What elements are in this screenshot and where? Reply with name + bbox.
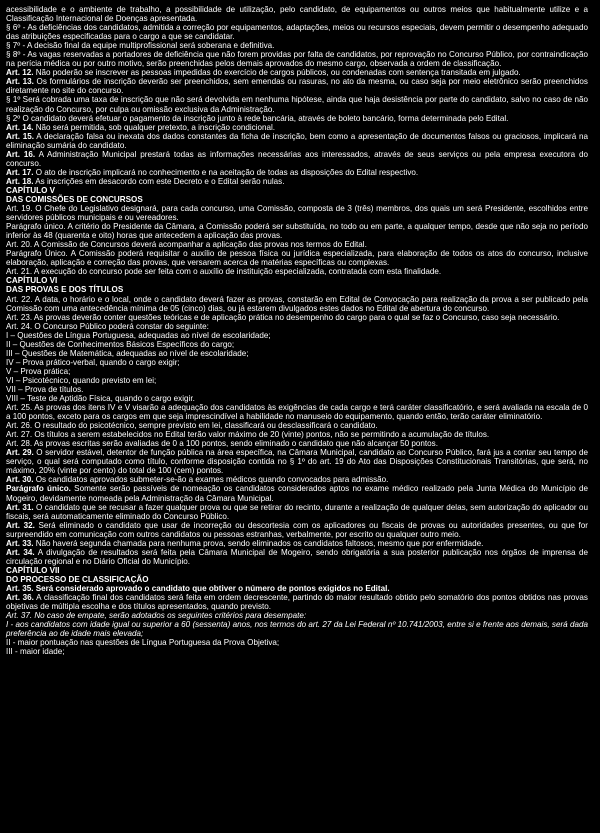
paragraph-text: Parágrafo Único. A Comissão poderá requisitar o auxílio de pessoa física ou jurídica especializada, para elaboração de todos os atos do concurso, inclusive elaboração, aplicação e correção das provas, que versarem acerca de matérias específicas ou complexas. [6, 249, 588, 268]
paragraph-text: VIII – Teste de Aptidão Física, quando o cargo exigir. [6, 394, 195, 404]
paragraph-text: VII – Prova de títulos. [6, 384, 84, 394]
document-paragraph [6, 114, 588, 123]
paragraph-text: III – Questões de Matemática, adequadas ao nível de escolaridade; [6, 348, 249, 358]
paragraph-text: I – Questões de Língua Portuguesa, adequadas ao nível de escolaridade; [6, 330, 271, 340]
document-paragraph [6, 123, 588, 132]
document-paragraph [6, 647, 588, 656]
document-paragraph [6, 638, 588, 647]
paragraph-text: Art. 21. A execução do concurso pode ser feita com o auxílio de instituição especializada, contratada com esta finalidade. [6, 267, 442, 277]
paragraph-label: Art. 34. [6, 547, 35, 557]
paragraph-label: DAS PROVAS E DOS TÍTULOS [6, 285, 124, 295]
paragraph-text: Os candidatos aprovados submeter-se-ão a exames médicos quando convocados para admissão. [33, 475, 389, 485]
paragraph-text: § 2º O candidato deverá efetuar o pagamento da inscrição junto à rede bancária, através de boleto bancário, forma determinada pelo Edital. [6, 113, 509, 123]
paragraph-text: Não haverá segunda chamada para nenhuma prova, sendo eliminados os candidatos faltosos, mesmo que por enfermidade. [33, 538, 484, 548]
document-paragraph [6, 267, 588, 276]
paragraph-text: Não poderão se inscrever as pessoas impedidas do exercício de cargos públicos, ou condenadas com sentença transitada em julgado. [33, 68, 521, 78]
paragraph-label: Art. 12. [6, 68, 34, 78]
paragraph-text: III - maior idade; [6, 647, 65, 657]
document-paragraph [6, 322, 588, 331]
document-paragraph [6, 285, 588, 294]
document-paragraph [6, 331, 588, 340]
paragraph-text: II - maior pontuação nas questões de Língua Portuguesa da Prova Objetiva; [6, 638, 280, 648]
paragraph-text: Não será permitida, sob qualquer pretexto, a inscrição condicional. [33, 122, 276, 132]
paragraph-text: IV – Prova prático-verbal, quando o cargo exigir; [6, 357, 180, 367]
paragraph-text: VI – Psicotécnico, quando previsto em lei; [6, 375, 157, 385]
paragraph-text: Art. 37. No caso de empate, serão adotados os seguintes critérios para desempate: [6, 611, 307, 621]
paragraph-text: Será considerado aprovado o candidato que obtiver o número de pontos exigidos no Edital. [33, 584, 390, 593]
paragraph-text: A declaração falsa ou inexata dos dados constantes da ficha de inscrição, bem como a apresentação de documentos falsos ou graciosos, implicará na eliminação sumária do candidato. [6, 131, 588, 150]
document-paragraph [6, 77, 588, 95]
paragraph-text: Será eliminado o candidato que usar de incorreção ou descortesia com os aplicadores ou fiscais de provas ou autoridades presentes, ou que for surpreendido em comunicação com outros candidatos ou pessoas estranhas, verbalmente, por escrito ou qualquer outro meio. [6, 520, 588, 539]
document-paragraph [6, 430, 588, 439]
paragraph-text: Art. 25. As provas dos itens IV e V visarão a adequação dos candidatos às exigências de cada cargo e terá caráter classificatório, e será avaliada na escala de 0 a 100 pontos, exceto para os cargos em que seja imprescindível a habilidade no manuseio do equipamento, quando então, terão caráter eliminatório. [6, 403, 588, 422]
paragraph-text: A classificação final dos candidatos será feita em ordem decrescente, partindo do maior resultado obtido pelo somatório dos pontos obtidos nas provas objetivas de múltipla escolha e dos títulos apresentados, quando previsto. [6, 593, 588, 612]
document-paragraph [6, 475, 588, 484]
paragraph-label: Art. 14. [6, 122, 34, 132]
paragraph-label: Art. 17. [6, 167, 34, 177]
document-paragraph [6, 503, 588, 521]
paragraph-label: DO PROCESSO DE CLASSIFICAÇÃO [6, 574, 149, 584]
paragraph-text: § 8º - As vagas reservadas a portadores de deficiência que não forem providas por falta de candidatos, por reprovação no Concurso Público, por contraindicação na perícia médica ou por outro motivo, serão preenchidas pelos demais aprovados do mesmo cargo, observada a ordem de classificação. [6, 50, 588, 69]
document-paragraph [6, 539, 588, 548]
document-paragraph [6, 68, 588, 77]
paragraph-text: I - aos candidatos com idade igual ou superior a 60 (sessenta) anos, nos termos do art. 27 da Lei Federal nº 10.741/2003, entre si e frente aos demais, será dada preferência ao de idade mais elevada; [6, 620, 588, 639]
document-paragraph [6, 150, 588, 168]
document-paragraph [6, 548, 588, 566]
document-paragraph [6, 204, 588, 222]
document-paragraph [6, 50, 588, 68]
document-paragraph [6, 168, 588, 177]
paragraph-text: V – Prova prática; [6, 366, 71, 376]
document-paragraph [6, 23, 588, 41]
paragraph-label: Art. 36. [6, 593, 34, 603]
document-paragraph [6, 421, 588, 430]
paragraph-label: CAPÍTULO V [6, 185, 56, 195]
paragraph-text: Art. 24. O Concurso Público poderá constar do seguinte: [6, 321, 209, 331]
document-paragraph [6, 313, 588, 322]
paragraph-text: Art. 20. A Comissão de Concursos deverá acompanhar a aplicação das provas nos termos do Edital. [6, 240, 367, 250]
paragraph-label: Art. 31. [6, 502, 34, 512]
paragraph-text: O ato de inscrição implicará no conhecimento e na aceitação de todas as disposições do Edital respectivo. [33, 167, 419, 177]
document-paragraph [6, 349, 588, 358]
paragraph-label: Art. 16. [6, 149, 36, 159]
document-paragraph [6, 448, 588, 475]
document-paragraph [6, 403, 588, 421]
document-paragraph [6, 385, 588, 394]
document-paragraph [6, 593, 588, 611]
paragraph-label: CAPÍTULO VI [6, 276, 58, 286]
paragraph-text: § 6º - As deficiências dos candidatos, admitida a correção por equipamentos, adaptações, meios ou recursos especiais, devem permitir o desempenho adequado das atribuições especificadas para o cargo a que se candidatar. [6, 23, 588, 42]
paragraph-text: A divulgação de resultados será feita pela Câmara Municipal de Mogeiro, sendo obrigatória a sua posterior publicação nos órgãos de imprensa de circulação regional e no Diário Oficial do Município. [6, 547, 588, 566]
document-paragraph [6, 484, 588, 502]
paragraph-label: Art. 29. [6, 448, 34, 458]
paragraph-text: Art. 23. As provas deverão conter questões teóricas e de aplicação prática no desempenho do cargo para o qual se faz o Concurso, caso seja necessário. [6, 312, 560, 322]
document-paragraph [6, 358, 588, 367]
document-paragraph [6, 439, 588, 448]
document-paragraph [6, 132, 588, 150]
paragraph-text: § 1º Será cobrada uma taxa de inscrição que não será devolvida em nenhuma hipótese, ainda que haja desistência por parte do candidato, salvo no caso de não realização do Concurso, por culpa ou omissão exclusiva da Administração. [6, 95, 588, 114]
document-paragraph [6, 584, 588, 593]
paragraph-label: Art. 35. [6, 584, 34, 593]
document-paragraph [6, 41, 588, 50]
document-paragraph [6, 295, 588, 313]
paragraph-label: DAS COMISSÕES DE CONCURSOS [6, 194, 143, 204]
paragraph-text: Art. 22. A data, o horário e o local, onde o candidato deverá fazer as provas, constarão em Edital de Convocação para realização da prova a ser publicado pela Comissão com uma antecedência mínima de 05 (cinco) dias, ou já estarem divulgados estes dados no Edital de abertura do concurso. [6, 294, 588, 313]
paragraph-text: Art. 28. As provas escritas serão avaliadas de 0 a 100 pontos, sendo eliminado o candidato que não alcançar 50 pontos. [6, 439, 438, 449]
document-paragraph [6, 177, 588, 186]
paragraph-label: Art. 33. [6, 538, 34, 548]
paragraph-text: A Administração Municipal prestará todas as informações necessárias aos interessados, através de seus serviços ou pela empresa executora do concurso. [6, 149, 588, 168]
paragraph-label: Art. 30. [6, 475, 34, 485]
paragraph-text: Os formulários de inscrição deverão ser preenchidos, sem emendas ou rasuras, no ato da mesma, ou caso seja por meio eletrônico serão preenchidos diretamente no site do concurso. [6, 77, 588, 96]
document-paragraph [6, 376, 588, 385]
paragraph-text: As inscrições em desacordo com este Decreto e o Edital serão nulas. [33, 176, 285, 186]
document-paragraph [6, 249, 588, 267]
paragraph-text: § 7º - A decisão final da equipe multiprofissional será soberana e definitiva. [6, 41, 275, 51]
paragraph-label: Art. 15. [6, 131, 34, 141]
document-paragraph [6, 340, 588, 349]
paragraph-text: O candidato que se recusar a fazer qualquer prova ou que se retirar do recinto, durante a realização de qualquer delas, sem autorização do aplicador ou fiscais, será automaticamente eliminado do Concurso Público. [6, 502, 588, 521]
document-paragraph [6, 367, 588, 376]
paragraph-label: Art. 32. [6, 520, 35, 530]
paragraph-label: CAPÍTULO VII [6, 565, 60, 575]
document-paragraph [6, 394, 588, 403]
document-paragraph [6, 611, 588, 620]
paragraph-text: Art. 27. Os títulos a serem estabelecidos no Edital terão valor máximo de 20 (vinte) pontos, não se permitindo a acumulação de títulos. [6, 430, 490, 440]
paragraph-text: Somente serão passíveis de nomeação os candidatos considerados aptos no exame médico realizado pela Junta Médica do Município de Mogeiro, devidamente nomeada pela Administração da Câmara Municipal. [6, 484, 588, 503]
document-paragraph [6, 575, 588, 584]
document-paragraph [6, 276, 588, 285]
document-paragraph [6, 186, 588, 195]
document-paragraph [6, 5, 588, 23]
document-paragraph [6, 240, 588, 249]
paragraph-label: Art. 13. [6, 77, 34, 87]
paragraph-text: Art. 19. O Chefe do Legislativo designará, para cada concurso, uma Comissão, composta de 3 (três) membros, dos quais um será Presidente, escolhidos entre servidores públicos municipais e ou vereadores. [6, 204, 588, 223]
document-paragraph [6, 195, 588, 204]
paragraph-text: Art. 26. O resultado do psicotécnico, sempre previsto em lei, classificará ou desclassificará o candidato. [6, 421, 378, 431]
document-paragraph [6, 521, 588, 539]
paragraph-text: O servidor estável, detentor de função pública na área específica, na Câmara Municipal, candidato ao Concurso Público, fará jus a contar seu tempo de serviço, o qual será computado como título, conforme disposição contida no § 1º do art. 19 do Ato das Disposições Constitucionais Transitórias, que será, no máximo, 20% (vinte por cento) do total de 100 (cem) pontos. [6, 448, 588, 476]
document-paragraph [6, 95, 588, 113]
document-paragraph [6, 222, 588, 240]
document-paragraph [6, 566, 588, 575]
paragraph-text: II – Questões de Conhecimentos Básicos Específicos do cargo; [6, 339, 235, 349]
paragraph-label: Parágrafo único. [6, 484, 71, 494]
paragraph-text: acessibilidade e o ambiente de trabalho, a possibilidade de utilização, pelo candidato, de equipamentos ou outros meios que habitualmente utilize e a Classificação Internacional de Doenças apresentada. [6, 5, 588, 24]
paragraph-label: Art. 18. [6, 176, 34, 186]
paragraph-text: Parágrafo único. A critério do Presidente da Câmara, a Comissão poderá ser substituída, no todo ou em parte, a qualquer tempo, desde que não seja no período inferior às 48 (quarenta e oito) horas que antecedem a aplicação das provas. [6, 222, 588, 241]
document-paragraph [6, 620, 588, 638]
